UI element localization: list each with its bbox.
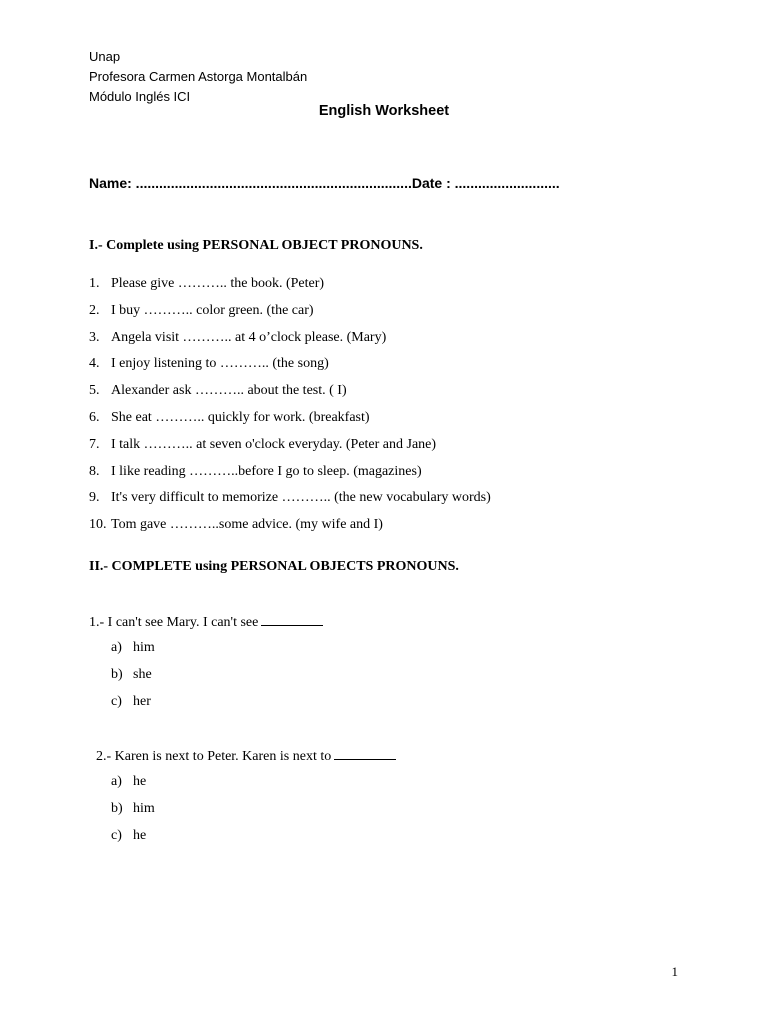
- item-text: Tom gave ………..some advice. (my wife and I): [111, 517, 383, 533]
- option-letter: a): [111, 640, 122, 655]
- list-item: [89, 271, 491, 298]
- question-2: [96, 747, 396, 765]
- item-number: 10.: [89, 517, 107, 533]
- option-text: she: [133, 667, 152, 682]
- item-number: 1.: [89, 276, 100, 291]
- question-text: 2.- Karen is next to Peter. Karen is next to: [96, 749, 332, 764]
- item-text: It's very difficult to memorize ……….. (the new vocabulary words): [111, 490, 491, 506]
- answer-blank: [334, 747, 396, 760]
- option-item: [111, 634, 155, 661]
- option-text: he: [133, 828, 147, 843]
- item-number: 5.: [89, 383, 100, 399]
- page-title: English Worksheet: [318, 103, 450, 119]
- question-2-options: [111, 768, 155, 849]
- item-text: I like reading ………..before I go to sleep. (magazines): [111, 463, 422, 479]
- option-text: he: [133, 774, 147, 789]
- option-text: him: [133, 640, 155, 655]
- page-number: 1: [671, 964, 678, 979]
- list-item: [89, 298, 491, 325]
- option-item: [111, 661, 155, 688]
- option-letter: b): [111, 667, 123, 682]
- option-text: him: [133, 801, 155, 816]
- option-item: [111, 768, 155, 795]
- header-institution: Unap: [89, 49, 121, 64]
- item-text: Alexander ask ……….. about the test. ( I): [111, 383, 347, 399]
- list-item: [89, 378, 491, 405]
- question-1: [89, 613, 323, 631]
- question-text: 1.- I can't see Mary. I can't see: [89, 615, 259, 630]
- option-item: [111, 795, 155, 822]
- section1-list: [89, 271, 491, 539]
- list-item: [89, 432, 491, 459]
- item-text: Angela visit ……….. at 4 o’clock please. (Mary): [111, 329, 387, 345]
- option-letter: b): [111, 801, 123, 816]
- item-text: I talk ……….. at seven o'clock everyday. (Peter and Jane): [111, 436, 437, 452]
- section1-title: I.- Complete using PERSONAL OBJECT PRONOUNS.: [89, 238, 423, 253]
- list-item: [89, 405, 491, 432]
- item-number: 9.: [89, 490, 100, 506]
- header-teacher: Profesora Carmen Astorga Montalbán: [89, 69, 308, 84]
- name-date-line: Name: .......................................................................Date : ...........................: [89, 175, 560, 191]
- item-number: 3.: [89, 329, 100, 345]
- item-number: 2.: [89, 302, 100, 318]
- list-item: [89, 485, 491, 512]
- list-item: [89, 325, 491, 352]
- list-item: [89, 459, 491, 486]
- list-item: [89, 512, 491, 539]
- option-letter: c): [111, 694, 122, 709]
- header-block: [89, 47, 307, 107]
- option-item: [111, 688, 155, 715]
- section2-title: II.- COMPLETE using PERSONAL OBJECTS PRONOUNS.: [89, 559, 459, 574]
- item-text: I enjoy listening to ……….. (the song): [111, 356, 329, 372]
- item-text: She eat ……….. quickly for work. (breakfast): [111, 409, 370, 425]
- item-number: 6.: [89, 409, 100, 425]
- item-number: 7.: [89, 436, 100, 452]
- header-module: Módulo Inglés ICI: [89, 89, 191, 104]
- option-item: [111, 822, 155, 849]
- option-letter: c): [111, 828, 122, 843]
- item-number: 4.: [89, 356, 100, 372]
- option-letter: a): [111, 774, 122, 789]
- item-number: 8.: [89, 463, 100, 479]
- option-text: her: [133, 694, 151, 709]
- list-item: [89, 351, 491, 378]
- answer-blank: [261, 613, 323, 626]
- item-text: I buy ……….. color green. (the car): [111, 302, 314, 318]
- question-1-options: [111, 634, 155, 715]
- item-text: Please give ……….. the book. (Peter): [111, 276, 325, 291]
